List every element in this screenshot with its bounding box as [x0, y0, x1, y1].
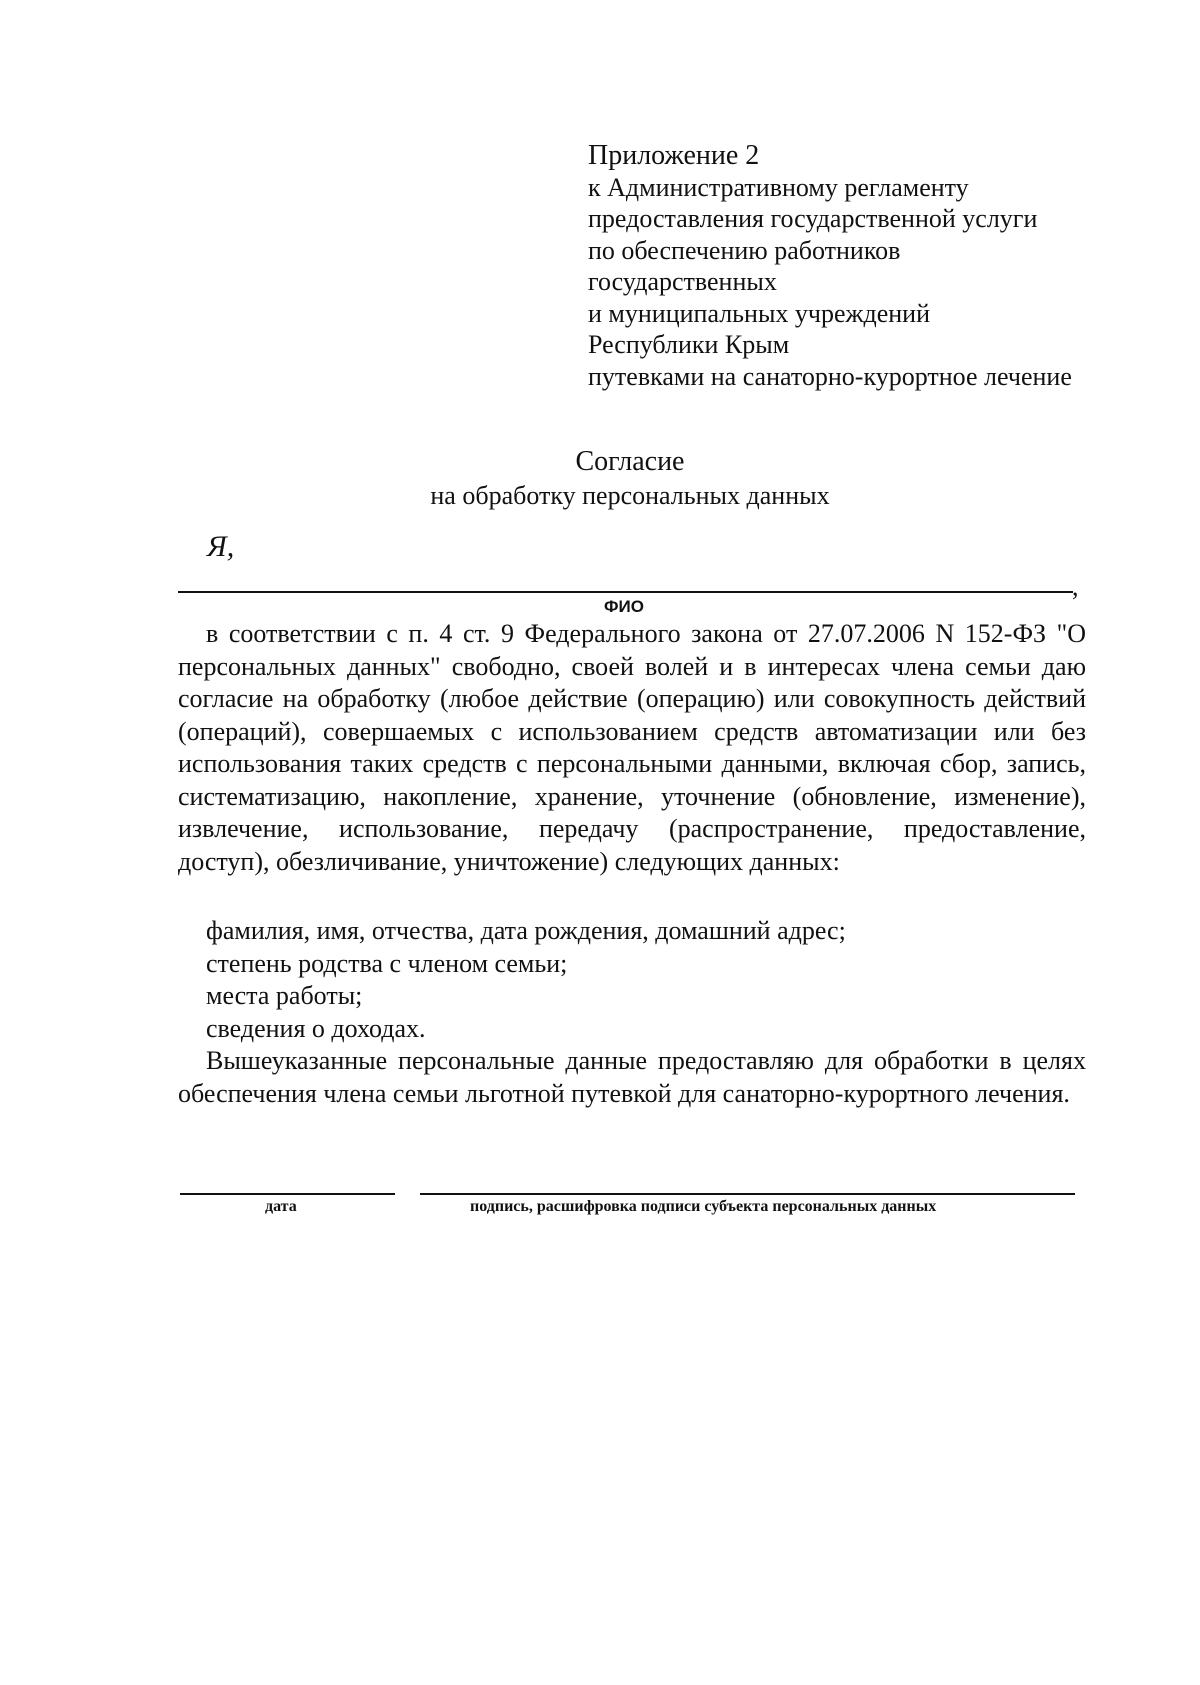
closing-text: Вышеуказанные персональные данные предоставляю для обработки в целях обеспечения члена семьи льготной путевкой для санаторно-курортного лечения.	[178, 1046, 1086, 1108]
appendix-line: Приложение 2	[588, 140, 760, 171]
list-item: степень родства с членом семьи;	[206, 948, 568, 978]
list-item: места работы;	[206, 981, 363, 1010]
appendix-block	[588, 140, 1148, 392]
list-item: сведения о доходах.	[206, 1013, 426, 1043]
appendix-line: по обеспечению работников	[588, 235, 901, 265]
date-label: дата	[265, 1198, 297, 1215]
list-item: фамилия, имя, отчества, дата рождения, домашний адрес;	[206, 916, 846, 945]
document-title: Согласие	[575, 446, 685, 477]
fio-label: ФИО	[604, 597, 644, 616]
appendix-line: государственных	[588, 267, 777, 296]
signature-label: подпись, расшифровка подписи субъекта персональных данных	[470, 1198, 937, 1215]
document-subtitle: на обработку персональных данных	[430, 481, 830, 510]
intro-pronoun: Я,	[207, 530, 235, 563]
fio-fill-line[interactable]	[178, 591, 1073, 593]
date-fill-line[interactable]	[180, 1193, 395, 1195]
appendix-line: и муниципальных учреждений	[588, 298, 931, 328]
appendix-line: предоставления государственной услуги	[588, 204, 1038, 233]
consent-paragraph	[178, 618, 1086, 878]
appendix-line: к Административному регламенту	[588, 172, 969, 202]
closing-paragraph	[178, 1045, 1086, 1110]
data-items-list	[206, 915, 1086, 1045]
fio-comma: ,	[1072, 572, 1079, 601]
consent-text: в соответствии с п. 4 ст. 9 Федерального закона от 27.07.2006 N 152-ФЗ "О персональных данных" свободно, своей волей и в интересах члена семьи даю согласие на обработку (любое действие (операцию) или совокупность действий (операций), совершаемых с использованием средств автоматизации или без использования таких средств с персональными данными, включая сбор, запись, систематизацию, накопление, хранение, уточнение (обновление, изменение), извлечение, использование, передачу (распространение, предоставление, доступ), обезличивание, уничтожение) следующих данных:	[178, 619, 1086, 876]
appendix-line: Республики Крым	[588, 330, 790, 359]
signature-fill-line[interactable]	[420, 1193, 1075, 1195]
appendix-line: путевками на санаторно-курортное лечение	[588, 361, 1072, 391]
